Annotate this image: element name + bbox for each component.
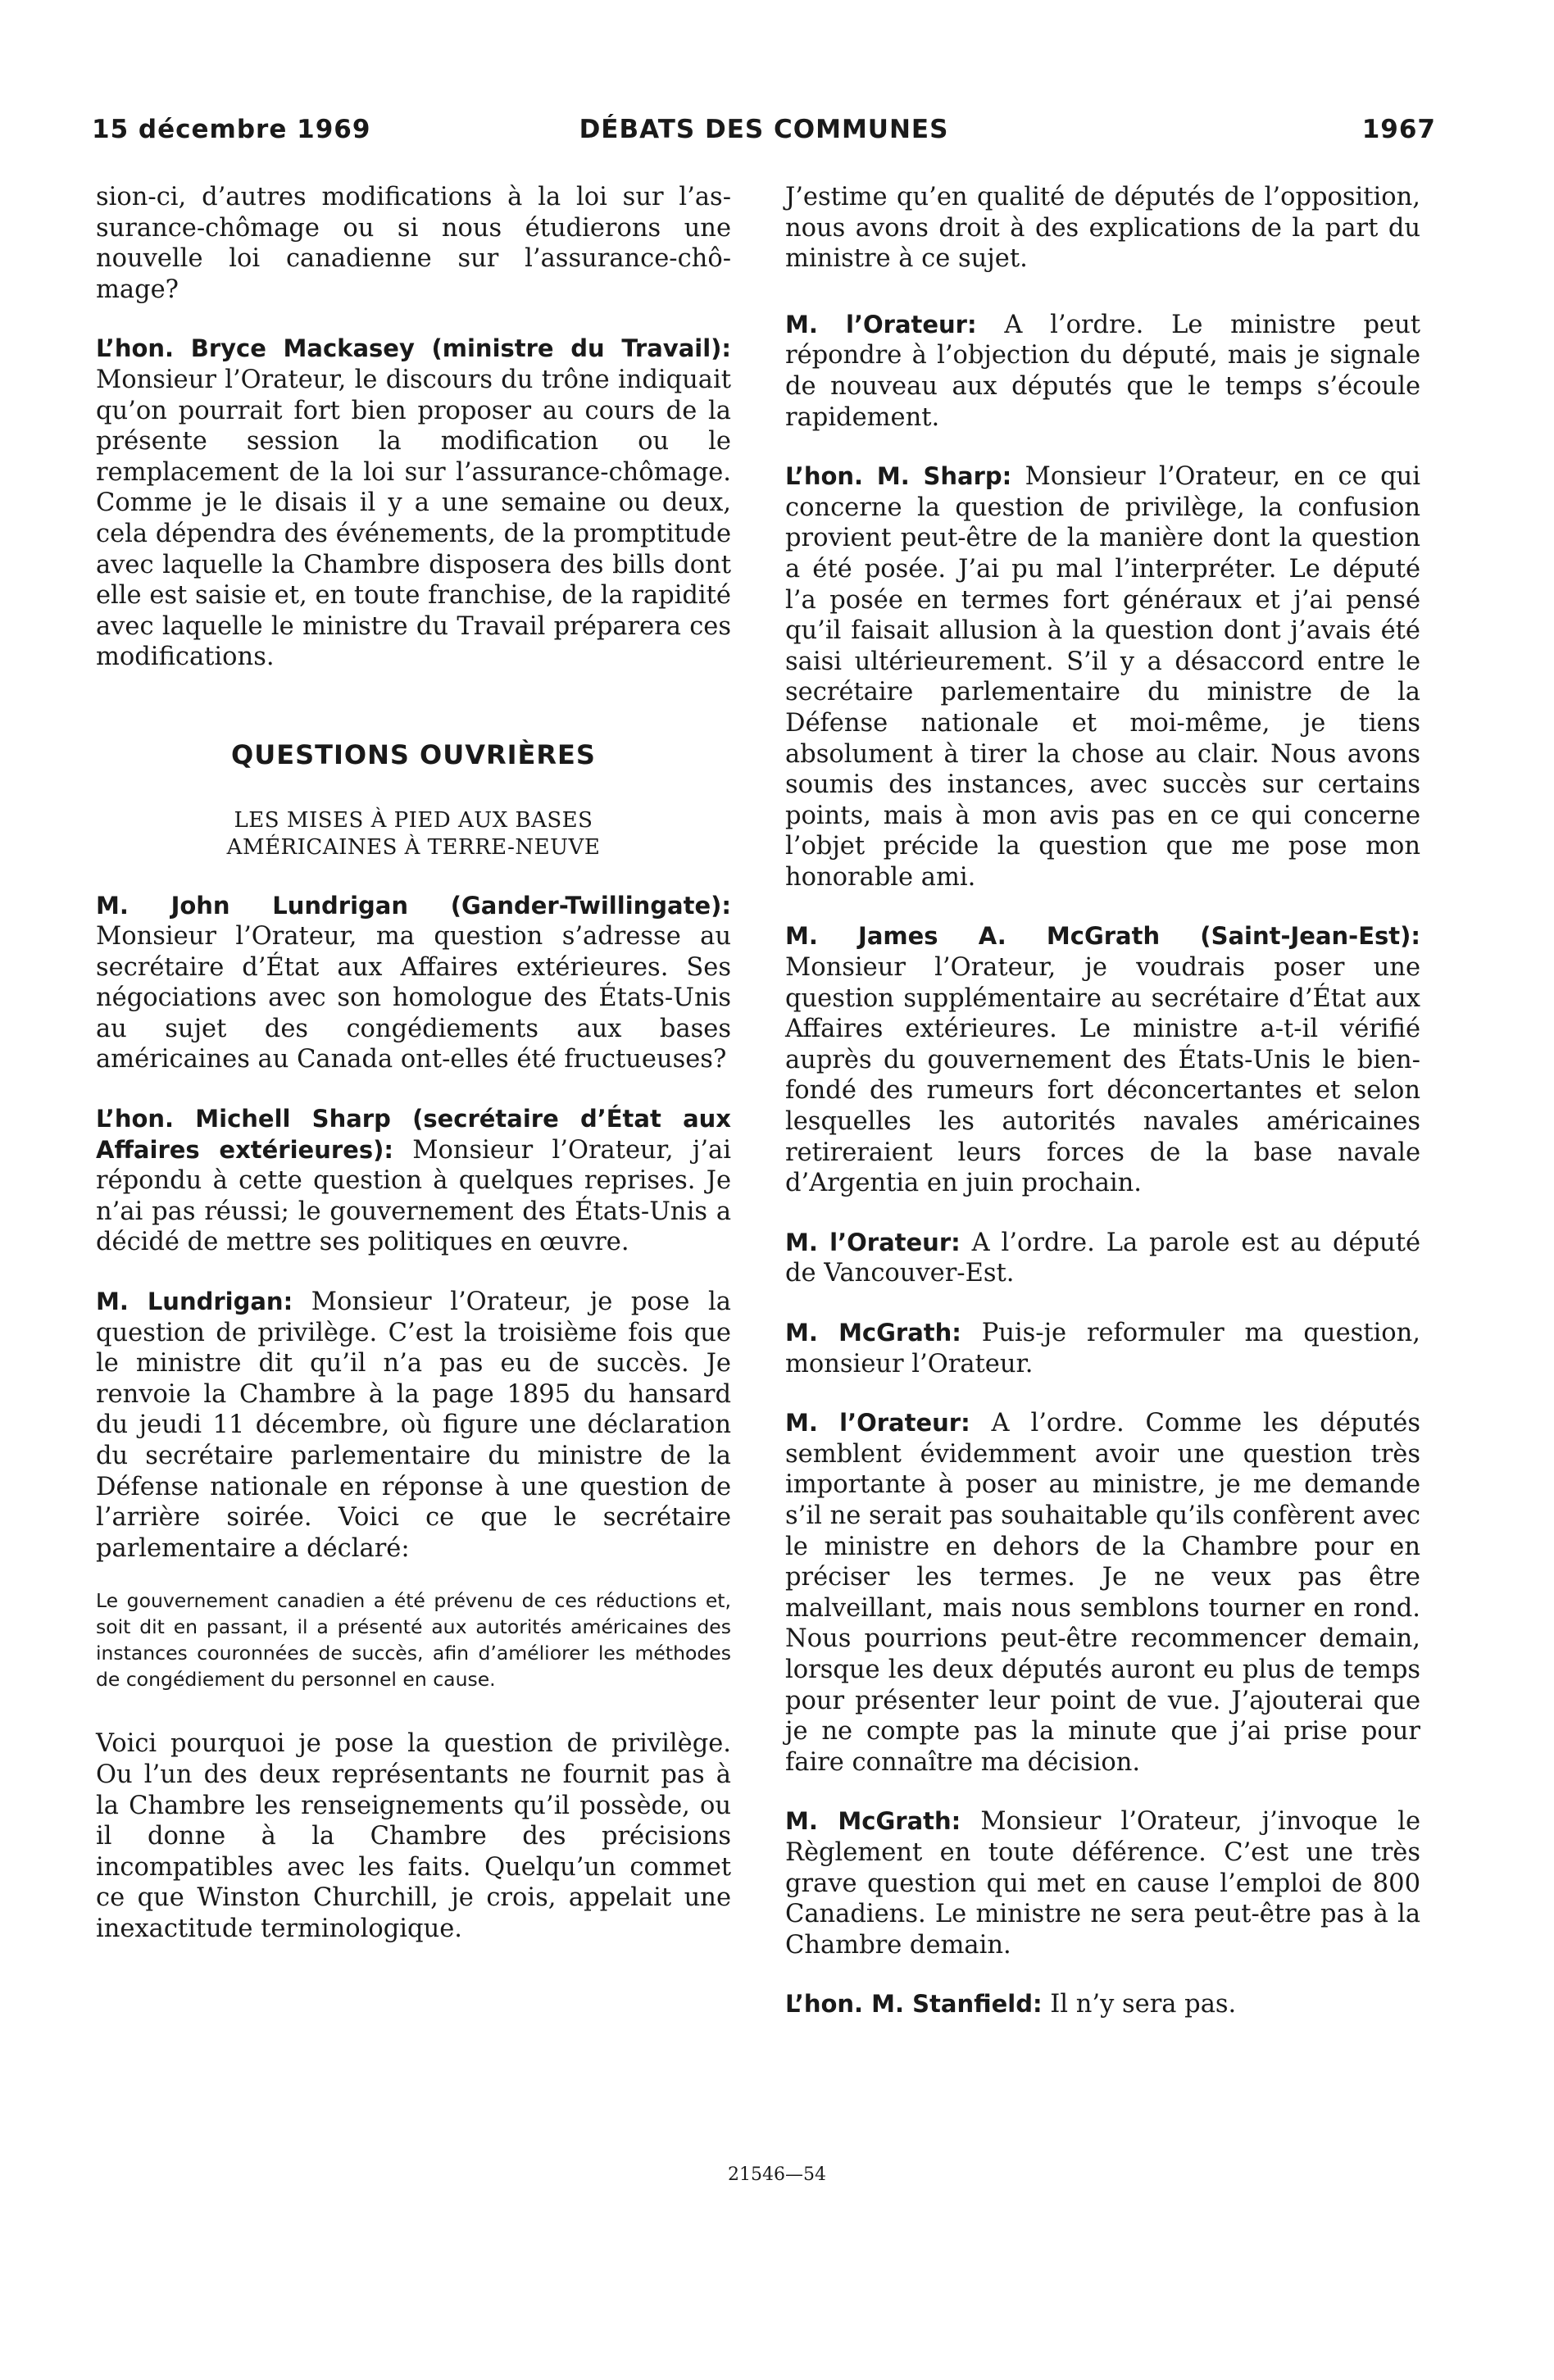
- printer-signature: 21546—54: [728, 2164, 826, 2185]
- running-header: [92, 115, 1436, 151]
- speech-paragraph: [785, 1228, 1420, 1289]
- speech-paragraph: [785, 921, 1420, 1198]
- speech-text: A l’ordre. Comme les députés semblent évidemment avoir une question très importante à poser au ministre, je me demande s’il ne serait pas souhaitable qu’ils confèrent avec le ministre en dehors de la Chambre pour en préciser les termes. Je ne veux pas être malveillant, mais nous semblons tourner en rond. Nous pourrions peut-être recommencer demain, lorsque les deux députés auront eu plus de temps pour présenter leur point de vue. J’ajouterai que je ne compte pas la minute que j’ai prise pour faire connaître ma décision.: [785, 1409, 1421, 1777]
- speech-paragraph: [785, 310, 1420, 433]
- paragraph: sion-ci, d’autres modifications à la loi sur l’assurance-chômage ou si nous étudierons une nouvelle loi canadienne sur l’assurance-chômage?: [96, 183, 731, 304]
- paragraph: J’estime qu’en qualité de députés de l’opposition, nous avons droit à des explications de la part du ministre à ce sujet.: [785, 183, 1420, 274]
- header-title: DÉBATS DES COMMUNES: [579, 115, 949, 144]
- speech-text: Il n’y sera pas.: [1042, 1990, 1237, 2019]
- speaker-name: M. l’Orateur:: [785, 1228, 961, 1256]
- section-heading: QUESTIONS OUVRIÈRES: [231, 738, 596, 770]
- speech-text: Monsieur l’Orateur, le discours du trône indiquait qu’on pourrait fort bien proposer au cours de la présente session la modification ou le remplacement de la loi sur l’assurance-chômage. Comme je le disais il y a une semaine ou deux, cela dépendra des événements, de la promptitude avec laquelle la Chambre disposera des bills dont elle est saisie et, en toute franchise, de la rapidité avec laquelle le ministre du Travail préparera ces modifications.: [96, 365, 731, 672]
- speaker-name: M. l’Orateur:: [785, 310, 977, 338]
- speech-text: Monsieur l’Orateur, je voudrais poser une question supplémentaire au secrétaire d’État aux Affaires extérieures. Le ministre a-t-il vérifié auprès du gouvernement des États-Unis le bien-fondé des rumeurs fort déconcertantes et selon lesquelles les autorités navales américaines retireraient leurs forces de la base navale d’Argentia en juin prochain.: [785, 953, 1420, 1198]
- speaker-name: M. l’Orateur:: [785, 1409, 970, 1438]
- speaker-name: M. McGrath:: [785, 1319, 961, 1347]
- speaker-name: L’hon. Bryce Mackasey (ministre du Travail):: [96, 334, 731, 363]
- speaker-name: M. James A. McGrath (Saint-Jean-Est):: [785, 922, 1420, 951]
- block-quote: Le gouvernement canadien a été prévenu de ces réductions et, soit dit en passant, il a présenté aux autorités américaines des instances couronnées de succès, afin d’améliorer les méthodes de congédiement du personnel en cause.: [96, 1589, 731, 1692]
- speech-text: Monsieur l’Orateur, en ce qui concerne la question de privilège, la confusion provient peut-être de la manière dont la question a été posée. J’ai pu mal l’interpréter. Le député l’a posée en termes fort généraux et j’ai pensé qu’il faisait allusion à la question dont j’avais été saisi ultérieurement. S’il y a désaccord entre le secrétaire parlementaire du ministre de la Défense nationale et moi-même, je tiens absolument à tirer la chose au clair. Nous avons soumis des instances, avec succès sur certains points, mais à mon avis pas en ce qui concerne l’objet précide la question que me pose mon honorable ami.: [785, 462, 1420, 892]
- speech-paragraph: [785, 1989, 1420, 2020]
- speech-paragraph: [785, 461, 1420, 892]
- speech-text: Monsieur l’Orateur, je pose la question de privilège. C’est la troisième fois que le ministre dit qu’il n’a pas eu de succès. Je renvoie la Chambre à la page 1895 du hansard du jeudi 11 décembre, où figure une déclaration du secrétaire parlementaire du ministre de la Défense nationale en réponse à une question de l’arrière soirée. Voici ce que le secrétaire parlementaire a déclaré:: [96, 1288, 731, 1563]
- speaker-name: M. Lundrigan:: [96, 1288, 293, 1316]
- speaker-name: L’hon. M. Stanfield:: [785, 1990, 1043, 2019]
- speech-paragraph: [96, 334, 731, 673]
- speech-paragraph: [96, 1104, 731, 1258]
- speech-text: A l’ordre. Le ministre peut répondre à l’objection du député, mais je signale de nouveau aux députés que le temps s’écoule rapidement.: [785, 310, 1420, 432]
- speech-paragraph: [785, 1318, 1420, 1379]
- subheading-line: LES MISES À PIED AUX BASES: [234, 807, 593, 833]
- speech-text: Monsieur l’Orateur, ma question s’adresse au secrétaire d’État aux Affaires extérieures. Ses négociations avec son homologue des États-Unis au sujet des congédiements aux bases américaines au Canada ont-elles été fructueuses?: [96, 922, 731, 1074]
- speaker-name: M. John Lundrigan (Gander-Twillingate):: [96, 891, 731, 920]
- right-column: [785, 182, 1420, 2049]
- page-number: 1967: [1361, 115, 1436, 144]
- speech-paragraph: [96, 1287, 731, 1564]
- speech-text: Monsieur l’Orateur, j’invoque le Règlement en toute déférence. C’est une très grave question qui met en cause l’emploi de 800 Canadiens. Le ministre ne sera peut-être pas à la Chambre demain.: [785, 1807, 1420, 1960]
- subheading-line: AMÉRICAINES À TERRE-NEUVE: [226, 834, 601, 860]
- header-date: 15 décembre 1969: [92, 115, 371, 144]
- speech-text: A l’ordre. La parole est au député de Vancouver-Est.: [785, 1228, 1421, 1288]
- speech-paragraph: [785, 1806, 1420, 1960]
- speech-text: Puis-je reformuler ma question, monsieur l’Orateur.: [785, 1319, 1420, 1378]
- speaker-name: L’hon. Michell Sharp (secrétaire d’État aux Affaires extérieures):: [96, 1105, 731, 1164]
- speaker-name: M. McGrath:: [785, 1807, 961, 1836]
- speech-text: Monsieur l’Orateur, j’ai répondu à cette question à quelques reprises. Je n’ai pas réussi; le gouvernement des États-Unis a décidé de mettre ses politiques en œuvre.: [96, 1135, 731, 1257]
- speech-paragraph: [785, 1408, 1420, 1778]
- section-subheading: [96, 807, 731, 861]
- left-column: [96, 182, 731, 1973]
- speaker-name: L’hon. M. Sharp:: [785, 462, 1012, 491]
- paragraph: Voici pourquoi je pose la question de privilège. Ou l’un des deux représentants ne fournit pas à la Chambre les renseignements qu’il possède, ou il donne à la Chambre des précisions incompatibles avec les faits. Quelqu’un commet ce que Winston Churchill, je crois, appelait une inexactitude terminologique.: [96, 1729, 731, 1943]
- speech-paragraph: [96, 891, 731, 1076]
